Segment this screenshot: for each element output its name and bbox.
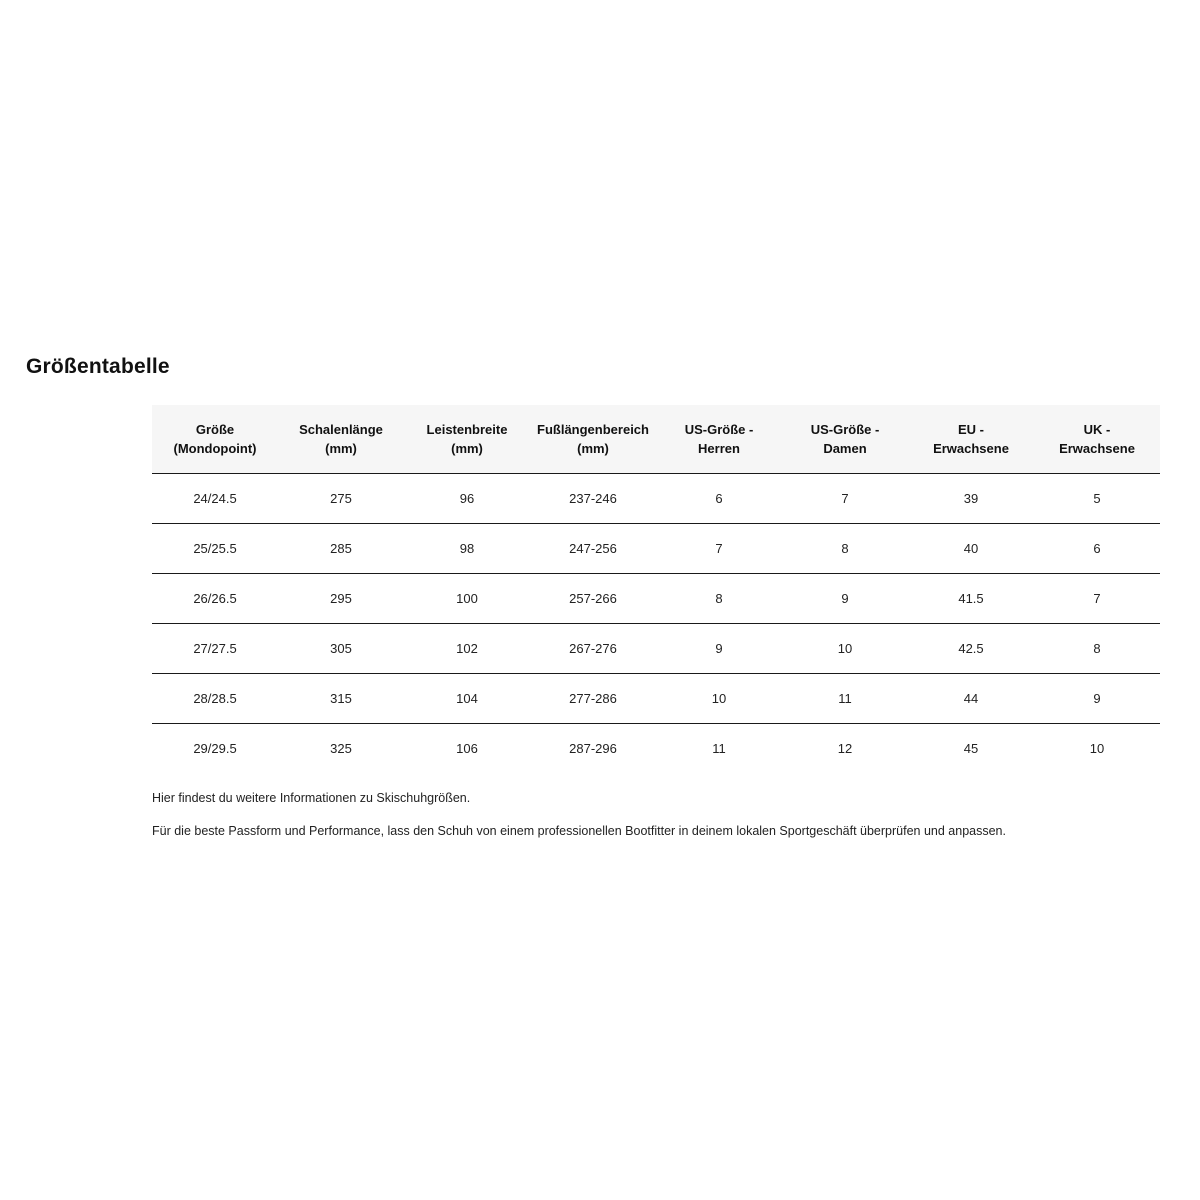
header-sublabel: Damen (823, 440, 867, 456)
table-row (152, 623, 1160, 673)
header-cell-size (152, 405, 278, 473)
header-cell-us-men (656, 405, 782, 473)
header-sublabel: (Mondopoint) (173, 440, 257, 456)
table-cell: 98 (404, 523, 530, 573)
table-cell: 287-296 (569, 740, 617, 756)
header-label: Fußlängenbereich (537, 421, 649, 437)
table-cell: 6 (656, 473, 782, 523)
table-cell: 40 (908, 523, 1034, 573)
table-cell: 6 (1034, 523, 1160, 573)
size-chart-table (152, 405, 1160, 773)
table-cell: 8 (1034, 623, 1160, 673)
header-label: US-Größe - (684, 421, 754, 437)
table-cell: 106 (456, 740, 478, 756)
header-label: Leistenbreite (426, 421, 508, 437)
header-cell-shell-length (278, 405, 404, 473)
header-cell-eu-adult (908, 405, 1034, 473)
table-cell: 277-286 (530, 673, 656, 723)
table-cell: 10 (782, 623, 908, 673)
table-body (152, 473, 1160, 773)
table-cell: 275 (278, 473, 404, 523)
header-cell-foot-length-range (530, 405, 656, 473)
table-cell: 315 (278, 673, 404, 723)
header-sublabel: Erwachsene (933, 440, 1009, 456)
table-cell: 27/27.5 (152, 623, 278, 673)
table-row (152, 473, 1160, 523)
header-sublabel: (mm) (451, 440, 483, 456)
size-chart-table-container (152, 405, 1160, 773)
table-cell: 285 (278, 523, 404, 573)
table-cell: 102 (404, 623, 530, 673)
table-cell: 7 (1034, 573, 1160, 623)
page-title: Größentabelle (26, 355, 170, 378)
table-cell: 247-256 (530, 523, 656, 573)
table-cell: 11 (712, 740, 726, 756)
info-note: Hier findest du weitere Informationen zu Skischuhgrößen. (152, 791, 471, 805)
table-header (152, 405, 1160, 473)
header-label: UK - (1083, 421, 1111, 437)
header-label: US-Größe - (810, 421, 880, 437)
table-cell: 24/24.5 (152, 473, 278, 523)
table-cell: 8 (656, 573, 782, 623)
table-cell: 7 (656, 523, 782, 573)
table-cell: 100 (404, 573, 530, 623)
table-row (152, 723, 1160, 773)
table-row (152, 523, 1160, 573)
table-cell: 96 (404, 473, 530, 523)
table-cell: 45 (963, 740, 979, 756)
header-sublabel: Herren (698, 440, 740, 456)
table-cell: 237-246 (530, 473, 656, 523)
table-cell: 28/28.5 (152, 673, 278, 723)
table-cell: 25/25.5 (152, 523, 278, 573)
header-label: Schalenlänge (299, 421, 383, 437)
header-sublabel: (mm) (577, 440, 609, 456)
header-sublabel: Erwachsene (1059, 440, 1135, 456)
table-cell: 44 (908, 673, 1034, 723)
table-cell: 104 (404, 673, 530, 723)
table-cell: 42.5 (908, 623, 1034, 673)
table-cell: 7 (782, 473, 908, 523)
table-cell: 12 (837, 740, 853, 756)
table-cell: 41.5 (908, 573, 1034, 623)
table-cell: 9 (656, 623, 782, 673)
notes-section (152, 790, 1152, 856)
table-cell: 5 (1034, 473, 1160, 523)
table-row (152, 673, 1160, 723)
header-row (152, 405, 1160, 473)
table-cell: 39 (908, 473, 1034, 523)
table-cell: 9 (1034, 673, 1160, 723)
header-cell-uk-adult (1034, 405, 1160, 473)
header-sublabel: (mm) (325, 440, 357, 456)
table-cell: 267-276 (530, 623, 656, 673)
header-label: EU - (958, 421, 984, 437)
table-cell: 26/26.5 (152, 573, 278, 623)
table-cell: 9 (782, 573, 908, 623)
table-cell: 10 (656, 673, 782, 723)
table-cell: 29/29.5 (193, 740, 237, 756)
header-label: Größe (195, 421, 235, 437)
table-cell: 11 (782, 673, 908, 723)
fit-note: Für die beste Passform und Performance, lass den Schuh von einem professionellen Bootfitter in deinem lokalen Sportgeschäft überprüfen und anpassen. (152, 824, 1006, 838)
header-cell-last-width (404, 405, 530, 473)
table-row (152, 573, 1160, 623)
table-cell: 325 (330, 740, 352, 756)
table-cell: 10 (1089, 740, 1105, 756)
header-cell-us-women (782, 405, 908, 473)
table-cell: 295 (278, 573, 404, 623)
table-cell: 257-266 (530, 573, 656, 623)
table-cell: 8 (782, 523, 908, 573)
table-cell: 305 (278, 623, 404, 673)
